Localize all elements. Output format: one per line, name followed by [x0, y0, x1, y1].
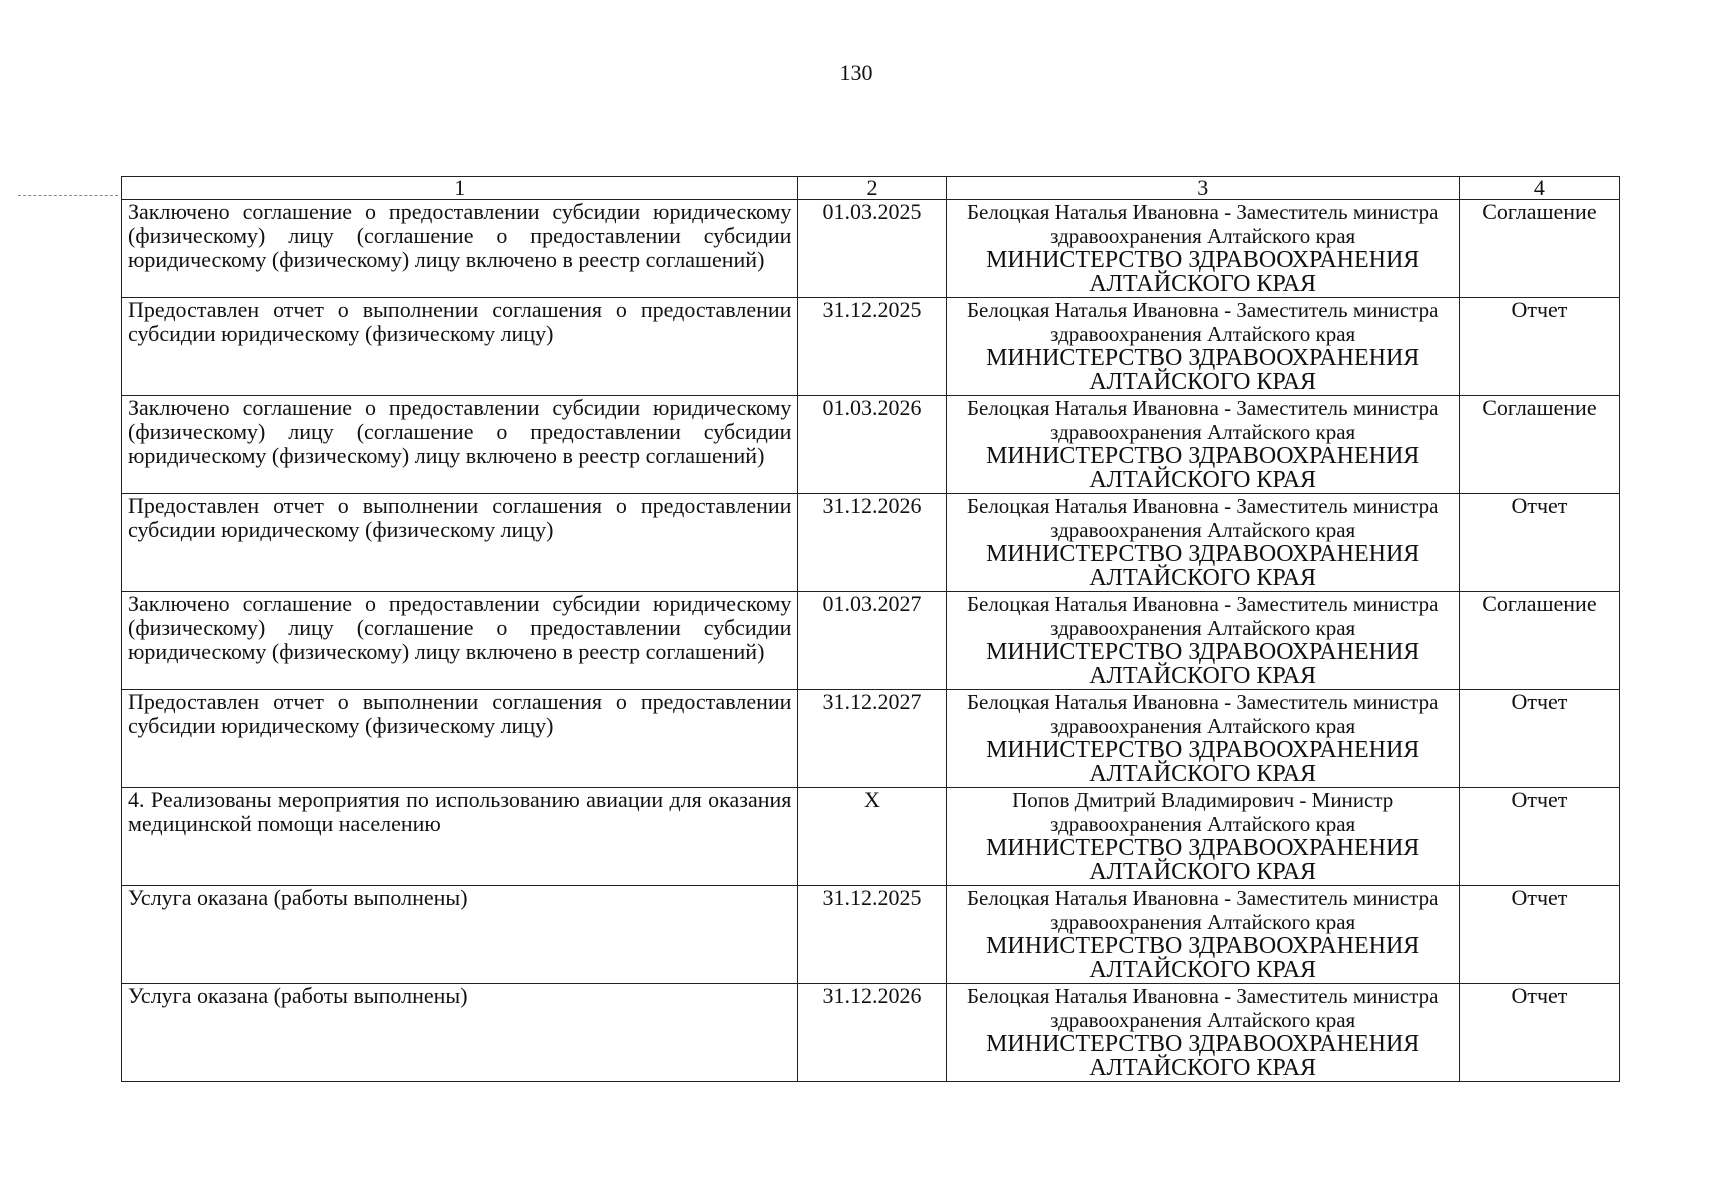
document-cell: Соглашение: [1459, 592, 1619, 690]
page-number: 130: [839, 60, 873, 85]
control-points-table: [121, 176, 1620, 1082]
event-cell: Заключено соглашение о предоставлении субсидии юридическому (физическому) лицу (соглашение о предоставлении субсидии юридическому (физическому) лицу включено в реестр соглашений): [122, 200, 798, 298]
document-cell: Соглашение: [1459, 396, 1619, 494]
table-row: [122, 984, 1620, 1082]
responsible-org: МИНИСТЕРСТВО ЗДРАВООХРАНЕНИЯ АЛТАЙСКОГО КРАЯ: [986, 443, 1420, 493]
document-cell: Отчет: [1459, 788, 1619, 886]
responsible-cell: [946, 984, 1459, 1082]
responsible-org: МИНИСТЕРСТВО ЗДРАВООХРАНЕНИЯ АЛТАЙСКОГО КРАЯ: [986, 247, 1420, 297]
date-cell: 31.12.2025: [798, 298, 946, 396]
responsible-person: Белоцкая Наталья Ивановна - Заместитель министра здравоохранения Алтайского края: [966, 396, 1439, 444]
scan-artifact-line: [18, 195, 118, 196]
responsible-cell: [946, 396, 1459, 494]
table-header-row: [122, 177, 1620, 200]
responsible-person: Белоцкая Наталья Ивановна - Заместитель министра здравоохранения Алтайского края: [966, 984, 1439, 1032]
column-header: 3: [946, 177, 1459, 200]
responsible-cell: [946, 200, 1459, 298]
table-row: [122, 690, 1620, 788]
event-cell: Услуга оказана (работы выполнены): [122, 886, 798, 984]
table-row: [122, 298, 1620, 396]
responsible-person: Белоцкая Наталья Ивановна - Заместитель министра здравоохранения Алтайского края: [966, 298, 1439, 346]
event-cell: Предоставлен отчет о выполнении соглашения о предоставлении субсидии юридическому (физическому лицу): [122, 494, 798, 592]
document-cell: Соглашение: [1459, 200, 1619, 298]
document-cell: Отчет: [1459, 298, 1619, 396]
responsible-org: МИНИСТЕРСТВО ЗДРАВООХРАНЕНИЯ АЛТАЙСКОГО КРАЯ: [986, 835, 1420, 885]
date-cell: 01.03.2027: [798, 592, 946, 690]
date-cell: 31.12.2025: [798, 886, 946, 984]
responsible-org: МИНИСТЕРСТВО ЗДРАВООХРАНЕНИЯ АЛТАЙСКОГО КРАЯ: [986, 737, 1420, 787]
document-cell: Отчет: [1459, 494, 1619, 592]
date-cell: 01.03.2025: [798, 200, 946, 298]
date-cell: 01.03.2026: [798, 396, 946, 494]
document-cell: Отчет: [1459, 886, 1619, 984]
responsible-cell: [946, 494, 1459, 592]
event-cell: Заключено соглашение о предоставлении субсидии юридическому (физическому) лицу (соглашение о предоставлении субсидии юридическому (физическому) лицу включено в реестр соглашений): [122, 592, 798, 690]
responsible-org: МИНИСТЕРСТВО ЗДРАВООХРАНЕНИЯ АЛТАЙСКОГО КРАЯ: [986, 639, 1420, 689]
responsible-cell: [946, 592, 1459, 690]
table-row: [122, 494, 1620, 592]
date-cell: 31.12.2026: [798, 494, 946, 592]
event-cell: Предоставлен отчет о выполнении соглашения о предоставлении субсидии юридическому (физическому лицу): [122, 298, 798, 396]
responsible-person: Белоцкая Наталья Ивановна - Заместитель министра здравоохранения Алтайского края: [966, 886, 1439, 934]
responsible-cell: [946, 690, 1459, 788]
responsible-person: Белоцкая Наталья Ивановна - Заместитель министра здравоохранения Алтайского края: [966, 690, 1439, 738]
table-row: [122, 200, 1620, 298]
event-cell: Предоставлен отчет о выполнении соглашения о предоставлении субсидии юридическому (физическому лицу): [122, 690, 798, 788]
date-cell: 31.12.2027: [798, 690, 946, 788]
responsible-org: МИНИСТЕРСТВО ЗДРАВООХРАНЕНИЯ АЛТАЙСКОГО КРАЯ: [986, 345, 1420, 395]
responsible-cell: [946, 298, 1459, 396]
table-row: [122, 592, 1620, 690]
event-cell: 4. Реализованы мероприятия по использованию авиации для оказания медицинской помощи населению: [122, 788, 798, 886]
responsible-person: Белоцкая Наталья Ивановна - Заместитель министра здравоохранения Алтайского края: [966, 200, 1439, 248]
responsible-cell: [946, 886, 1459, 984]
document-cell: Отчет: [1459, 984, 1619, 1082]
document-cell: Отчет: [1459, 690, 1619, 788]
responsible-person: Попов Дмитрий Владимирович - Министр здравоохранения Алтайского края: [1012, 788, 1394, 836]
date-cell: 31.12.2026: [798, 984, 946, 1082]
column-header: 2: [798, 177, 946, 200]
responsible-org: МИНИСТЕРСТВО ЗДРАВООХРАНЕНИЯ АЛТАЙСКОГО КРАЯ: [986, 933, 1420, 983]
table-row: [122, 788, 1620, 886]
responsible-cell: [946, 788, 1459, 886]
table-row: [122, 396, 1620, 494]
column-header: 4: [1459, 177, 1619, 200]
event-cell: Заключено соглашение о предоставлении субсидии юридическому (физическому) лицу (соглашение о предоставлении субсидии юридическому (физическому) лицу включено в реестр соглашений): [122, 396, 798, 494]
responsible-person: Белоцкая Наталья Ивановна - Заместитель министра здравоохранения Алтайского края: [966, 494, 1439, 542]
responsible-org: МИНИСТЕРСТВО ЗДРАВООХРАНЕНИЯ АЛТАЙСКОГО КРАЯ: [986, 1031, 1420, 1081]
table-row: [122, 886, 1620, 984]
column-header: 1: [122, 177, 798, 200]
date-cell: X: [798, 788, 946, 886]
responsible-org: МИНИСТЕРСТВО ЗДРАВООХРАНЕНИЯ АЛТАЙСКОГО КРАЯ: [986, 541, 1420, 591]
event-cell: Услуга оказана (работы выполнены): [122, 984, 798, 1082]
responsible-person: Белоцкая Наталья Ивановна - Заместитель министра здравоохранения Алтайского края: [966, 592, 1439, 640]
